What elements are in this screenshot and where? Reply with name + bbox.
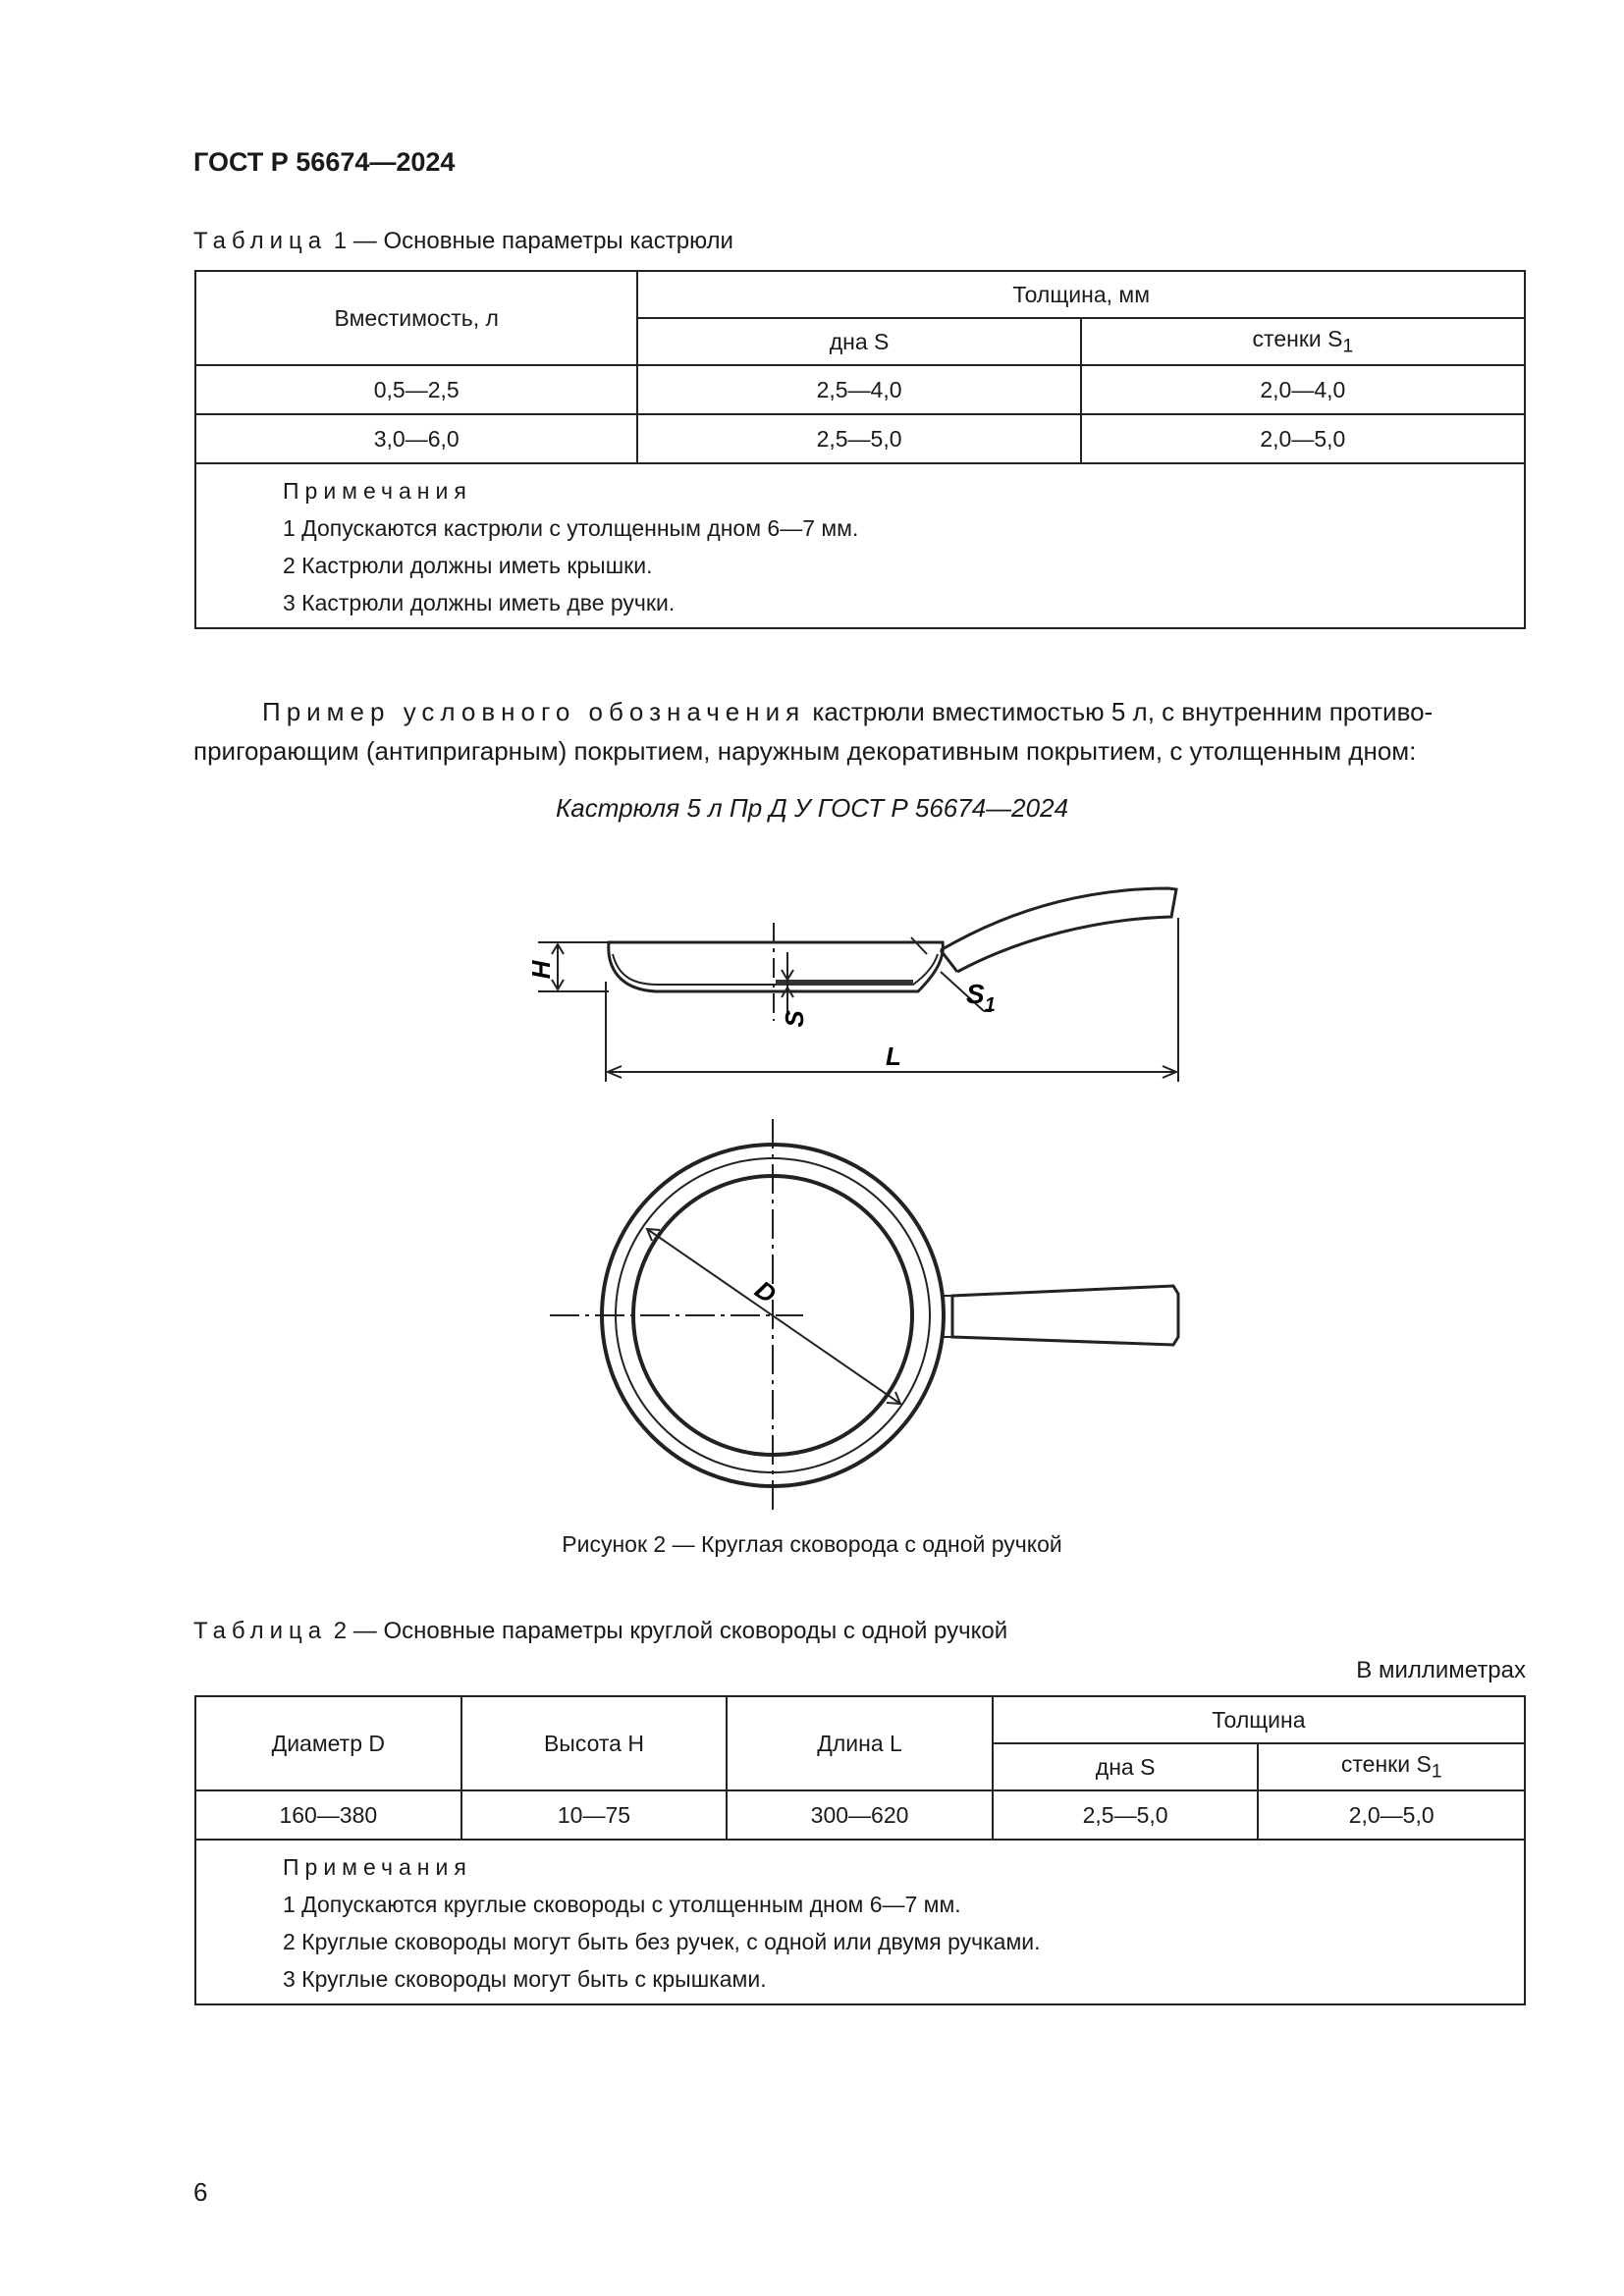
table2-note: 2 Круглые сковороды могут быть без ручек, с одной или двумя ручками. [283,1929,1041,1954]
table-row [195,1790,1525,1840]
table1-caption-text: 1 — Основные параметры кастрюли [327,228,733,254]
page-number: 6 [193,2177,208,2207]
figure-label-S1-text: S [966,979,985,1009]
table-cell: 2,0—5,0 [1258,1790,1525,1840]
figure-label-L: L [886,1041,901,1071]
table2-header-wall [1258,1743,1525,1790]
table2-header-wall-text: стенки S [1340,1750,1432,1777]
table2-notes-title: Примечания [283,1854,472,1880]
table1-header-bottom-text: дна S [829,328,890,354]
document-header: ГОСТ Р 56674—2024 [193,147,456,177]
table-cell: 300—620 [727,1790,993,1840]
example-text-1: кастрюли вместимостью 5 л, с внутренним противо- [805,697,1434,726]
figure-label-D: D [749,1274,783,1309]
table2-caption-label: Таблица [193,1618,328,1644]
table-cell: 0,5—2,5 [195,365,637,414]
table-cell: 2,0—5,0 [1081,414,1525,463]
table2-note: 3 Круглые сковороды могут быть с крышками. [283,1966,767,1992]
table-cell: 2,5—5,0 [637,414,1080,463]
table2-header-thickness: Толщина [993,1696,1525,1743]
table2-units: В миллиметрах [1356,1657,1526,1683]
table1-notes-title: Примечания [283,478,472,504]
example-lead: Пример условного обозначения [262,697,806,726]
pan-bottom-hatch [776,980,913,986]
figure-label-H: H [526,960,556,980]
table2-note: 1 Допускаются круглые сковороды с утолщенным дном 6—7 мм. [283,1892,961,1917]
table-cell: 2,5—5,0 [993,1790,1259,1840]
figure-label-S1-sub: 1 [984,994,996,1016]
table-cell: 3,0—6,0 [195,414,637,463]
table2-header-height: Высота H [461,1696,728,1790]
table-cell: 2,5—4,0 [637,365,1080,414]
table2-notes [195,1840,1525,2004]
figure-label-S: S [780,1010,809,1028]
table2 [194,1695,1526,2005]
table1-note: 1 Допускаются кастрюли с утолщенным дном 6—7 мм. [283,515,859,541]
table1-header-wall-sub: 1 [1342,336,1354,357]
table-cell: 2,0—4,0 [1081,365,1525,414]
example-designation: Кастрюля 5 л Пр Д У ГОСТ Р 56674—2024 [555,793,1069,823]
table-cell: 160—380 [195,1790,461,1840]
table-cell: 10—75 [461,1790,728,1840]
table2-header-wall-sub: 1 [1431,1761,1442,1783]
pan-top-view [550,1119,1178,1512]
table1-header-capacity: Вместимость, л [195,271,637,365]
table1-caption-label: Таблица [193,228,328,254]
table2-caption-text: 2 — Основные параметры круглой сковороды с одной ручкой [327,1618,1008,1644]
table1-header-thickness: Толщина, мм [637,271,1525,318]
table2-header-bottom: дна S [993,1743,1259,1790]
figure-caption: Рисунок 2 — Круглая сковорода с одной ручкой [562,1531,1062,1557]
example-line-2: пригорающим (антипригарным) покрытием, наружным декоративным покрытием, с утолщенным дном: [193,736,1417,766]
table1-note: 2 Кастрюли должны иметь крышки. [283,553,653,578]
pan-side-view [609,888,1176,991]
figure-label-S1 [966,979,996,1016]
table1-header-wall-text: стенки S [1252,325,1343,351]
table1-note: 3 Кастрюли должны иметь две ручки. [283,590,676,615]
table2-caption [193,1618,1007,1645]
table2-header-diameter: Диаметр D [195,1696,461,1790]
table2-header-length: Длина L [727,1696,993,1790]
